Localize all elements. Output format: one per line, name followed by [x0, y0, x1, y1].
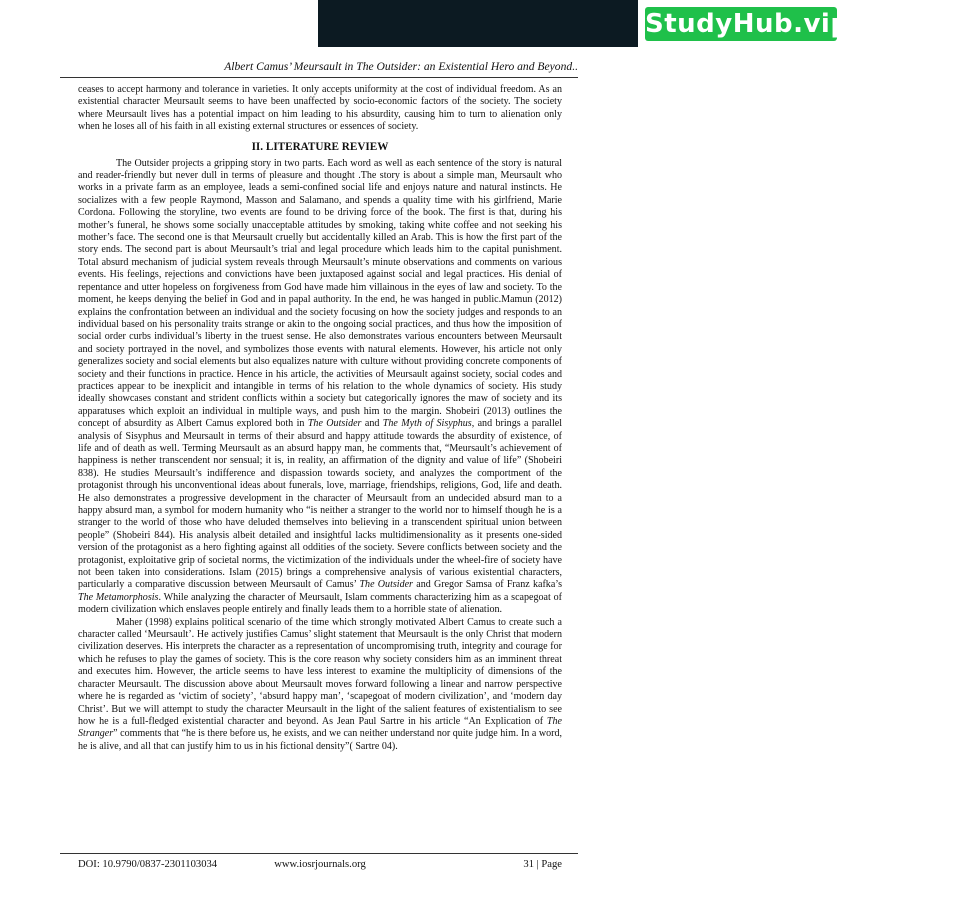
work-title: The Outsider — [307, 418, 362, 430]
clock-icon: ◷ — [848, 19, 855, 28]
ad-feature-label: 100% plagiarism free — [859, 32, 949, 41]
intro-paragraph: ceases to accept harmony and tolerance in varieties. It only accepts uniformity at the cost of individual freedom. As an existential character Meursault seems to have been unaffected by socio-economic factors of the society. The society where Meursault lives has a potential impact on him leading to his absurdity, causing him to turn to alienation only when he loses all of his faith in all existing external structures or essences of society. — [78, 84, 562, 133]
percent-icon: % — [848, 33, 856, 41]
ad-feature-label: Experienced writers — [859, 5, 944, 14]
footer-divider — [60, 853, 578, 854]
page-footer — [78, 859, 562, 873]
ad-feature-label: On-time delivery — [859, 18, 930, 28]
ad-features — [848, 3, 953, 44]
ad-feature-plagiarism — [848, 30, 953, 44]
work-title: The Stranger — [78, 715, 562, 740]
text-run: and Gregor Samsa of Franz kafka’s — [412, 579, 562, 591]
running-title: Albert Camus’ Meursault in The Outsider: an Existential Hero and Beyond.. — [224, 60, 578, 73]
work-title: The Outsider — [359, 579, 413, 591]
section-heading: II. LITERATURE REVIEW — [251, 140, 389, 153]
text-run: ” comments that “he is there before us, he exists, and we can neither understand nor quite judge him. In a word, he is alive, and all that can justify him to us in his fictional density”( Sartre 04). — [78, 728, 562, 752]
header-divider — [60, 77, 578, 78]
text-run: The Outsider projects a gripping story in two parts. Each word as well as each sentence of the story is natural and reader-friendly but never dull in terms of pleasure and thought .The story is about a simple man, Meursault who works in a private farm as an employee, leads a semi-confined social life and enjoys nature and natural instincts. He socializes with a few people Raymond, Masson and Salamano, and spends a quality time with his girlfriend, Marie Cordona. Following the storyline, two events are found to be driving force of the book. The first is that, during his mother’s funeral, he shows some socially unacceptable attitudes by smoking, taking white coffee and not seeking his mother’s face. The second one is that Meursault cruelly but accidentally killed an Arab. This is how the first part of the story ends. The second part is about Meursault’s trial and legal procedure which leads him to the capital punishment. Total absurd mechanism of judicial system reveals through Meursault’s minute observations and comments on various events. His feelings, rejections and convictions have been juxtaposed against social and legal practices. His denial of repentance and utter hopeless on forgiveness from God have made him villainous in the eyes of law and society. To the moment, he keeps denying the belief in God and in papal authority. In the end, he was hanged in public.Mamun (2012) explains the confrontation between an individual and the society focusing on how the society judges and responds to an individual based on his personality traits strange or akin to the ongoing social practices, and thus how the imposition of social order curbs individual’s liberty in the truest sense. He also demonstrates various encounters between Meursault and society portrayed in the novel, and symbolizes those events with natural elements. However, his article not only generalizes society and social elements but also equalizes nature with culture without providing concrete components of society and their functions in practice. Hence in his article, the activities of Meursault against society, social codes and practices appear to be inexplicit and intangible in terms of his relation to the whole dynamics of society. His study ideally showcases constant and strident conflicts within a society but categorically ignores the maw of society and its apparatuses which exploit an individual in multiple ways, and push him to the margin. Shobeiri (2013) outlines the concept of absurdity as Albert Camus explored both in — [78, 157, 562, 430]
ad-feature-delivery — [848, 17, 953, 31]
text-run: . While analyzing the character of Meursault, Islam comments characterizing him as a scapegoat of modern civilization which enslaves people entirely and finally leads them to a horrible state of alienation. — [78, 591, 562, 616]
text-run: Maher (1998) explains political scenario of the time which strongly motivated Albert Camus to create such a character called ‘Meursault’. He actively justifies Camus’ slight statement that Meursault is the only Christ that modern civilization deserves. His interprets the character as a representation of uncompromising truth, integrity and courage for which he refuses to play the games of society. This is the core reason why society considers him as an imminent threat and executes him. However, the article seems to have less interest to examine the multiplicity of dimensions of the character Meursault. The discussion above about Meursault moves forward following a linear and narrow perspective where he is regarded as ‘victim of society’, ‘absurd happy man’, ‘scapegoat of modern civilization’, and ‘modern day Christ’. But we will attempt to study the character Meursault in the light of the salient features of existentialism to see how he is a full-fledged existential character and beyond. As Jean Paul Sartre in his article “An Explication of — [78, 616, 562, 727]
page-number: 31 | Page — [523, 859, 562, 870]
ad-banner[interactable] — [318, 0, 949, 47]
journal-website-link[interactable]: www.iosrjournals.org — [274, 859, 366, 870]
work-title: The Metamorphosis — [78, 591, 159, 603]
work-title: The Myth of Sisyphus — [382, 418, 472, 430]
article-body — [78, 84, 562, 753]
star-icon: ★ — [848, 6, 855, 14]
ad-feature-writers — [848, 3, 953, 17]
text-run: and — [361, 418, 383, 430]
studyhub-logo[interactable]: StudyHub.vip — [645, 9, 850, 39]
paragraph-1 — [78, 158, 562, 617]
doi-text: DOI: 10.9790/0837-2301103034 — [78, 859, 218, 870]
text-run: , and brings a parallel analysis of Sisyphus and Meursault in terms of their absurd and happy attitude towards the absurdity of existence, of life and of death as well. Terming Meursault as an absurd happy man, he comments that, “Meursault’s achievement of happiness is nether transcendent nor sensual; it is, in reality, an affirmation of the dignity and value of life” (Shobeiri 838). He studies Meursault’s indifference and dispassion towards society, and analyzes the comportment of the protagonist through his unconventional ideas about funerals, love, marriage, friendships, religions, God, life and death. He also demonstrates a progressive development in the character of Meursault from an undecided absurd man to a happy absurd man, a symbol for modern humanity who “is neither a stranger to the world nor to himself though he is a stranger to the world of those who have deluded themselves into believing in a transcendent spiritual union between people” (Shobeiri 844). His analysis albeit detailed and insightful lacks multidimensionality as it presents one-sided version of the protagonist as a hero fighting against all oddities of the society. Severe conflicts between society and the protagonist, exploitative grip of societal norms, the victimization of the individuals under the wheel-fire of society have not been taken into considerations. Islam (2015) brings a comprehensive analysis of various existential characters, particularly a comparative discussion between Meursault of Camus’ — [78, 418, 563, 591]
paragraph-2 — [78, 617, 562, 753]
